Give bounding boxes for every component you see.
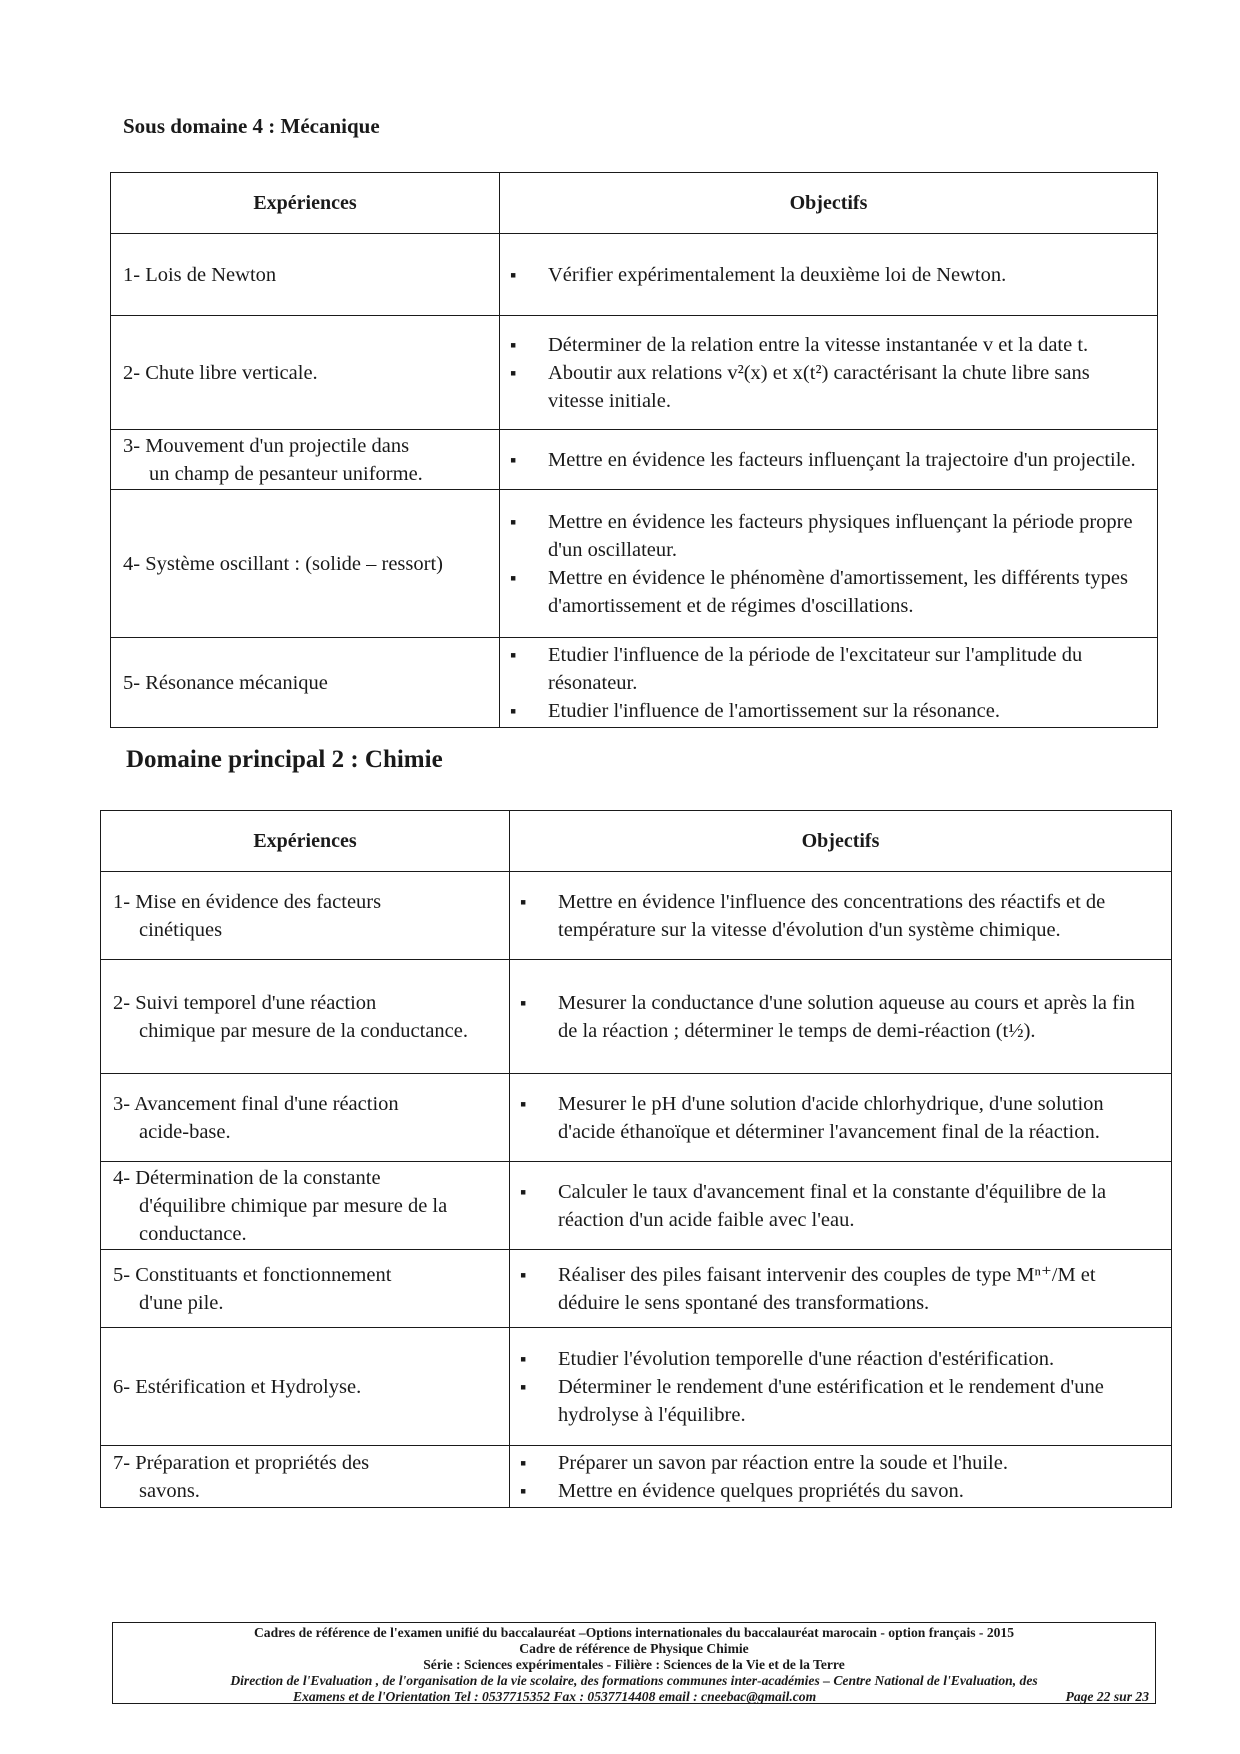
- table-row: [111, 316, 1158, 430]
- footer-contact: Examens et de l'Orientation Tel : 0537715352 Fax : 0537714408 email : cneebac@gmail.com: [293, 1689, 817, 1704]
- objectives-cell: [510, 872, 1172, 960]
- experience-cell: [111, 430, 500, 490]
- objectives-cell: [510, 960, 1172, 1074]
- objectives-cell: [500, 638, 1158, 728]
- objective-item: ▪ Vérifier expérimentalement la deuxième loi de Newton.: [510, 261, 1143, 289]
- objective-item: ▪ Mettre en évidence quelques propriétés du savon.: [520, 1477, 1157, 1505]
- objective-item: ▪ Calculer le taux d'avancement final et la constante d'équilibre de la réaction d'un acide faible avec l'eau.: [520, 1178, 1157, 1234]
- objective-item: ▪ Etudier l'influence de la période de l'excitateur sur l'amplitude du résonateur.: [510, 641, 1143, 697]
- experience-text-cont: savons.: [139, 1479, 200, 1502]
- table-mecanique: [110, 172, 1158, 728]
- footer-line: Série : Sciences expérimentales - Filière : Sciences de la Vie et de la Terre: [423, 1657, 845, 1672]
- section-title-chimie: Domaine principal 2 : Chimie: [126, 746, 443, 773]
- experience-text-cont: acide-base.: [139, 1120, 231, 1143]
- table-row: [101, 1162, 1172, 1250]
- experience-cell: 5- Résonance mécanique: [111, 638, 500, 728]
- table-row: [101, 872, 1172, 960]
- footer-line: Cadre de référence de Physique Chimie: [519, 1641, 749, 1656]
- experience-text: 7- Préparation et propriétés des: [113, 1451, 370, 1474]
- table-row: [101, 1446, 1172, 1508]
- objective-item: ▪ Etudier l'évolution temporelle d'une réaction d'estérification.: [520, 1345, 1157, 1373]
- objectives-cell: [510, 1250, 1172, 1328]
- table-row: [101, 1250, 1172, 1328]
- col-header-experiences: Expériences: [101, 811, 510, 872]
- page-number: Page 22 sur 23: [1065, 1689, 1149, 1704]
- objective-item: ▪ Préparer un savon par réaction entre la soude et l'huile.: [520, 1449, 1157, 1477]
- experience-cell: 6- Estérification et Hydrolyse.: [101, 1328, 510, 1446]
- experience-text-cont: d'équilibre chimique par mesure de la conductance.: [139, 1194, 448, 1245]
- page-footer: [112, 1622, 1156, 1704]
- experience-text-cont: d'une pile.: [139, 1291, 224, 1314]
- experience-cell: [101, 1446, 510, 1508]
- experience-cell: [101, 1162, 510, 1250]
- objectives-cell: [510, 1328, 1172, 1446]
- experience-text-cont: cinétiques: [139, 918, 223, 941]
- objective-item: ▪ Mesurer le pH d'une solution d'acide chlorhydrique, d'une solution d'acide éthanoïque et déterminer l'avancement final de la réaction.: [520, 1090, 1157, 1146]
- col-header-objectifs: Objectifs: [500, 173, 1158, 234]
- table-row: [111, 234, 1158, 316]
- objectives-cell: [500, 430, 1158, 490]
- objective-item: ▪ Mettre en évidence le phénomène d'amortissement, les différents types d'amortissement et de régimes d'oscillations.: [510, 564, 1143, 620]
- experience-text: 2- Suivi temporel d'une réaction: [113, 991, 377, 1014]
- table-chimie: [100, 810, 1172, 1508]
- objective-item: ▪ Déterminer le rendement d'une estérification et le rendement d'une hydrolyse à l'équilibre.: [520, 1373, 1157, 1429]
- table-header: [101, 811, 1172, 872]
- experience-text: 1- Mise en évidence des facteurs: [113, 890, 382, 913]
- experience-text-cont: un champ de pesanteur uniforme.: [149, 462, 423, 485]
- experience-text: 4- Détermination de la constante: [113, 1166, 381, 1189]
- col-header-objectifs: Objectifs: [510, 811, 1172, 872]
- table-row: [101, 1328, 1172, 1446]
- experience-text: 3- Avancement final d'une réaction: [113, 1092, 399, 1115]
- objectives-cell: [500, 234, 1158, 316]
- objectives-cell: [510, 1074, 1172, 1162]
- experience-cell: 1- Lois de Newton: [111, 234, 500, 316]
- experience-text: 3- Mouvement d'un projectile dans: [123, 434, 410, 457]
- experience-cell: 2- Chute libre verticale.: [111, 316, 500, 430]
- col-header-experiences: Expériences: [111, 173, 500, 234]
- footer-contact-row: [113, 1689, 1155, 1705]
- table-row: [111, 638, 1158, 728]
- experience-cell: [101, 1250, 510, 1328]
- objective-item: ▪ Mesurer la conductance d'une solution aqueuse au cours et après la fin de la réaction ; déterminer le temps de demi-réaction (t½).: [520, 989, 1157, 1045]
- table-header: [111, 173, 1158, 234]
- experience-cell: [101, 960, 510, 1074]
- table-row: [101, 960, 1172, 1074]
- objective-item: ▪ Réaliser des piles faisant intervenir des couples de type Mⁿ⁺/M et déduire le sens spontané des transformations.: [520, 1261, 1157, 1317]
- experience-cell: [101, 872, 510, 960]
- footer-line: Direction de l'Evaluation , de l'organisation de la vie scolaire, des formations communes inter-académies – Centre National de l'Evaluation, des: [230, 1673, 1038, 1688]
- table-row: [101, 1074, 1172, 1162]
- objective-item: ▪ Mettre en évidence les facteurs physiques influençant la période propre d'un oscillateur.: [510, 508, 1143, 564]
- objective-item: ▪ Etudier l'influence de l'amortissement sur la résonance.: [510, 697, 1143, 725]
- objectives-cell: [500, 316, 1158, 430]
- objective-item: ▪ Déterminer de la relation entre la vitesse instantanée v et la date t.: [510, 331, 1143, 359]
- objective-item: ▪ Mettre en évidence les facteurs influençant la trajectoire d'un projectile.: [510, 446, 1143, 474]
- experience-cell: 4- Système oscillant : (solide – ressort): [111, 490, 500, 638]
- table-row: [111, 490, 1158, 638]
- objective-item: ▪ Mettre en évidence l'influence des concentrations des réactifs et de température sur la vitesse d'évolution d'un système chimique.: [520, 888, 1157, 944]
- experience-cell: [101, 1074, 510, 1162]
- objectives-cell: [500, 490, 1158, 638]
- experience-text-cont: chimique par mesure de la conductance.: [139, 1019, 468, 1042]
- section-title-mecanique: Sous domaine 4 : Mécanique: [123, 114, 380, 138]
- objectives-cell: [510, 1446, 1172, 1508]
- experience-text: 5- Constituants et fonctionnement: [113, 1263, 392, 1286]
- footer-line: Cadres de référence de l'examen unifié du baccalauréat –Options internationales du baccalauréat marocain - option français - 2015: [253, 1625, 1015, 1640]
- table-row: [111, 430, 1158, 490]
- objectives-cell: [510, 1162, 1172, 1250]
- objective-item: ▪ Aboutir aux relations v²(x) et x(t²) caractérisant la chute libre sans vitesse initiale.: [510, 359, 1143, 415]
